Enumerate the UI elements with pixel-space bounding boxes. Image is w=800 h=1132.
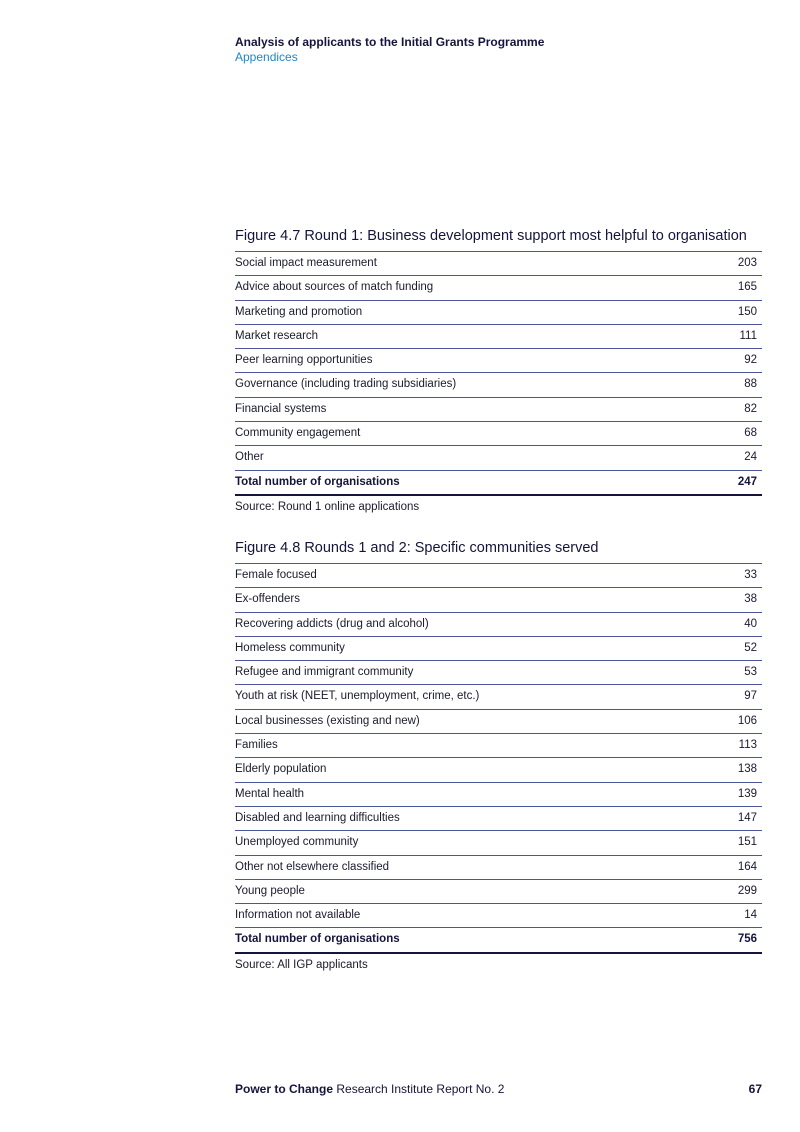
table-row (235, 251, 762, 275)
page-number: 67 (748, 1082, 762, 1096)
row-label: Youth at risk (NEET, unemployment, crime, etc.) (235, 690, 480, 703)
row-label: Information not available (235, 909, 361, 922)
row-value: 52 (744, 641, 757, 654)
table-body (235, 563, 762, 927)
table-row (235, 372, 762, 396)
table-row (235, 757, 762, 781)
total-value: 247 (737, 475, 757, 488)
running-header (235, 35, 544, 65)
row-label: Marketing and promotion (235, 305, 363, 318)
table-row (235, 587, 762, 611)
row-value: 203 (737, 257, 757, 269)
row-label: Other not elsewhere classified (235, 860, 390, 873)
row-label: Families (235, 739, 278, 752)
document-title: Analysis of applicants to the Initial Grants Programme (235, 35, 545, 49)
table-row (235, 709, 762, 733)
source-note: Source: Round 1 online applications (235, 500, 420, 513)
figure-title: Figure 4.8 Rounds 1 and 2: Specific communities served (235, 540, 599, 556)
table-row (235, 421, 762, 445)
page-footer (235, 1082, 762, 1096)
row-label: Elderly population (235, 763, 327, 776)
row-value: 299 (737, 884, 757, 897)
row-label: Disabled and learning difficulties (235, 811, 400, 824)
table-row (235, 684, 762, 708)
row-label: Social impact measurement (235, 257, 377, 269)
total-row (235, 927, 762, 953)
table-row (235, 445, 762, 469)
row-label: Local businesses (existing and new) (235, 714, 420, 727)
table-row (235, 275, 762, 299)
table-row (235, 733, 762, 757)
table-row (235, 782, 762, 806)
row-value: 38 (744, 593, 757, 606)
figure-4-8-table (235, 539, 762, 976)
table-body (235, 251, 762, 470)
table-row (235, 660, 762, 684)
row-value: 147 (737, 811, 757, 824)
row-value: 106 (737, 714, 757, 727)
row-label: Refugee and immigrant community (235, 666, 414, 679)
total-label: Total number of organisations (235, 475, 400, 488)
row-label: Financial systems (235, 402, 327, 415)
row-value: 24 (744, 451, 757, 464)
row-label: Peer learning opportunities (235, 354, 373, 367)
table-row (235, 806, 762, 830)
figure-title: Figure 4.7 Round 1: Business development support most helpful to organisation (235, 228, 747, 244)
table-row (235, 612, 762, 636)
footer-report: Research Institute Report No. 2 (333, 1082, 505, 1096)
row-value: 33 (744, 569, 757, 581)
row-value: 138 (737, 763, 757, 776)
row-value: 97 (744, 690, 757, 703)
total-row (235, 470, 762, 496)
footer-brand: Power to Change (235, 1082, 334, 1096)
table-row (235, 300, 762, 324)
table-row (235, 397, 762, 421)
row-value: 88 (744, 378, 757, 391)
row-value: 92 (744, 354, 757, 367)
row-value: 113 (738, 739, 757, 752)
source-note: Source: All IGP applicants (235, 958, 368, 971)
row-value: 150 (737, 305, 757, 318)
total-label: Total number of organisations (235, 933, 400, 946)
row-label: Market research (235, 329, 319, 342)
table-row (235, 830, 762, 854)
row-label: Unemployed community (235, 836, 359, 849)
table-row (235, 563, 762, 587)
row-value: 151 (737, 836, 757, 849)
row-value: 164 (737, 860, 757, 873)
total-value: 756 (737, 933, 757, 946)
table-row (235, 324, 762, 348)
row-label: Young people (235, 884, 305, 897)
row-label: Female focused (235, 569, 317, 581)
table-row (235, 903, 762, 927)
table-row (235, 636, 762, 660)
row-label: Mental health (235, 787, 305, 800)
table-row (235, 348, 762, 372)
row-value: 40 (744, 617, 757, 630)
row-value: 111 (739, 329, 757, 342)
table-row (235, 855, 762, 879)
row-value: 82 (744, 402, 757, 415)
row-label: Other (235, 451, 264, 464)
row-value: 14 (744, 909, 757, 922)
row-value: 139 (737, 787, 757, 800)
row-label: Governance (including trading subsidiaries) (235, 378, 457, 391)
row-label: Homeless community (235, 641, 345, 654)
row-label: Community engagement (235, 427, 361, 440)
section-name: Appendices (235, 50, 298, 64)
row-label: Ex-offenders (235, 593, 300, 606)
table-row (235, 879, 762, 903)
row-value: 68 (744, 427, 757, 440)
row-label: Advice about sources of match funding (235, 281, 434, 294)
row-value: 53 (744, 666, 757, 679)
row-value: 165 (737, 281, 757, 294)
figure-4-7-table (235, 227, 762, 518)
footer-report-title (235, 1082, 504, 1096)
row-label: Recovering addicts (drug and alcohol) (235, 617, 429, 630)
